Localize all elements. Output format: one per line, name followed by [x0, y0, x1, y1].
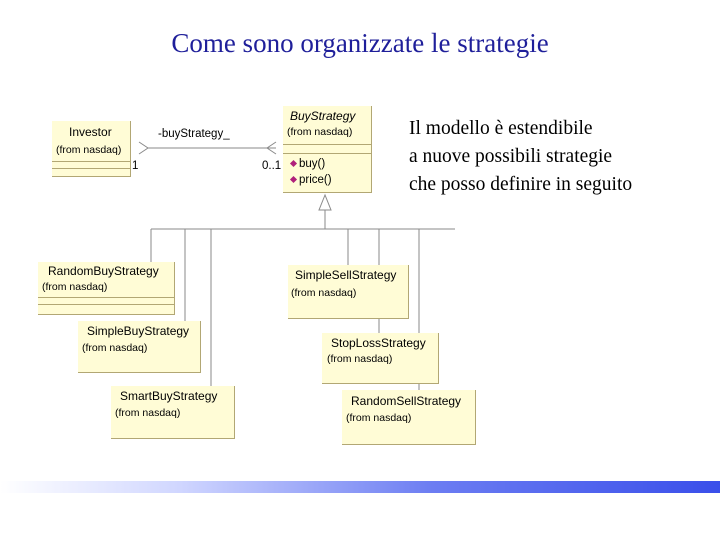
class-separator [283, 144, 371, 145]
class-separator [283, 153, 371, 154]
generalization-arrowhead [319, 195, 331, 210]
class-name: SimpleSellStrategy [295, 268, 397, 282]
class-simple-buy-strategy[interactable] [78, 321, 201, 373]
class-separator [38, 297, 174, 298]
operation-price: price() [299, 174, 332, 186]
slide-title: Come sono organizzate le strategie [171, 28, 549, 58]
multiplicity-source: 1 [132, 160, 139, 172]
multiplicity-target: 0..1 [262, 160, 282, 172]
class-name: BuyStrategy [290, 109, 356, 123]
association-end-investor [139, 142, 148, 154]
class-random-sell-strategy[interactable] [342, 390, 476, 445]
class-package: (from nasdaq) [115, 407, 181, 419]
class-name: RandomSellStrategy [351, 394, 462, 408]
footer-gradient-bar [0, 481, 720, 493]
class-package: (from nasdaq) [346, 412, 412, 424]
note-line: che posso definire in seguito [409, 174, 633, 195]
operation-buy: buy() [299, 158, 326, 170]
class-name: SmartBuyStrategy [120, 389, 218, 403]
class-package: (from nasdaq) [42, 281, 108, 293]
class-package: (from nasdaq) [327, 353, 393, 365]
class-separator [52, 168, 130, 169]
class-package: (from nasdaq) [287, 126, 353, 138]
note-line: a nuove possibili strategie [409, 146, 613, 167]
class-buy-strategy[interactable] [283, 106, 372, 193]
class-package: (from nasdaq) [291, 287, 357, 299]
class-smart-buy-strategy[interactable] [111, 386, 235, 439]
class-package: (from nasdaq) [82, 342, 148, 354]
class-simple-sell-strategy[interactable] [288, 265, 409, 319]
class-separator [52, 161, 130, 162]
class-stop-loss-strategy[interactable] [322, 333, 439, 384]
association-role-label: -buyStrategy_ [158, 128, 230, 140]
class-random-buy-strategy[interactable] [38, 262, 175, 315]
operation-marker-icon [290, 176, 297, 183]
class-separator [38, 304, 174, 305]
class-name: StopLossStrategy [331, 336, 426, 350]
operation-marker-icon [290, 160, 297, 167]
class-name: Investor [69, 125, 112, 139]
class-name: RandomBuyStrategy [48, 264, 159, 278]
class-name: SimpleBuyStrategy [87, 324, 190, 338]
note-line: Il modello è estendibile [409, 118, 593, 139]
class-package: (from nasdaq) [56, 144, 122, 156]
class-investor[interactable] [52, 121, 131, 177]
